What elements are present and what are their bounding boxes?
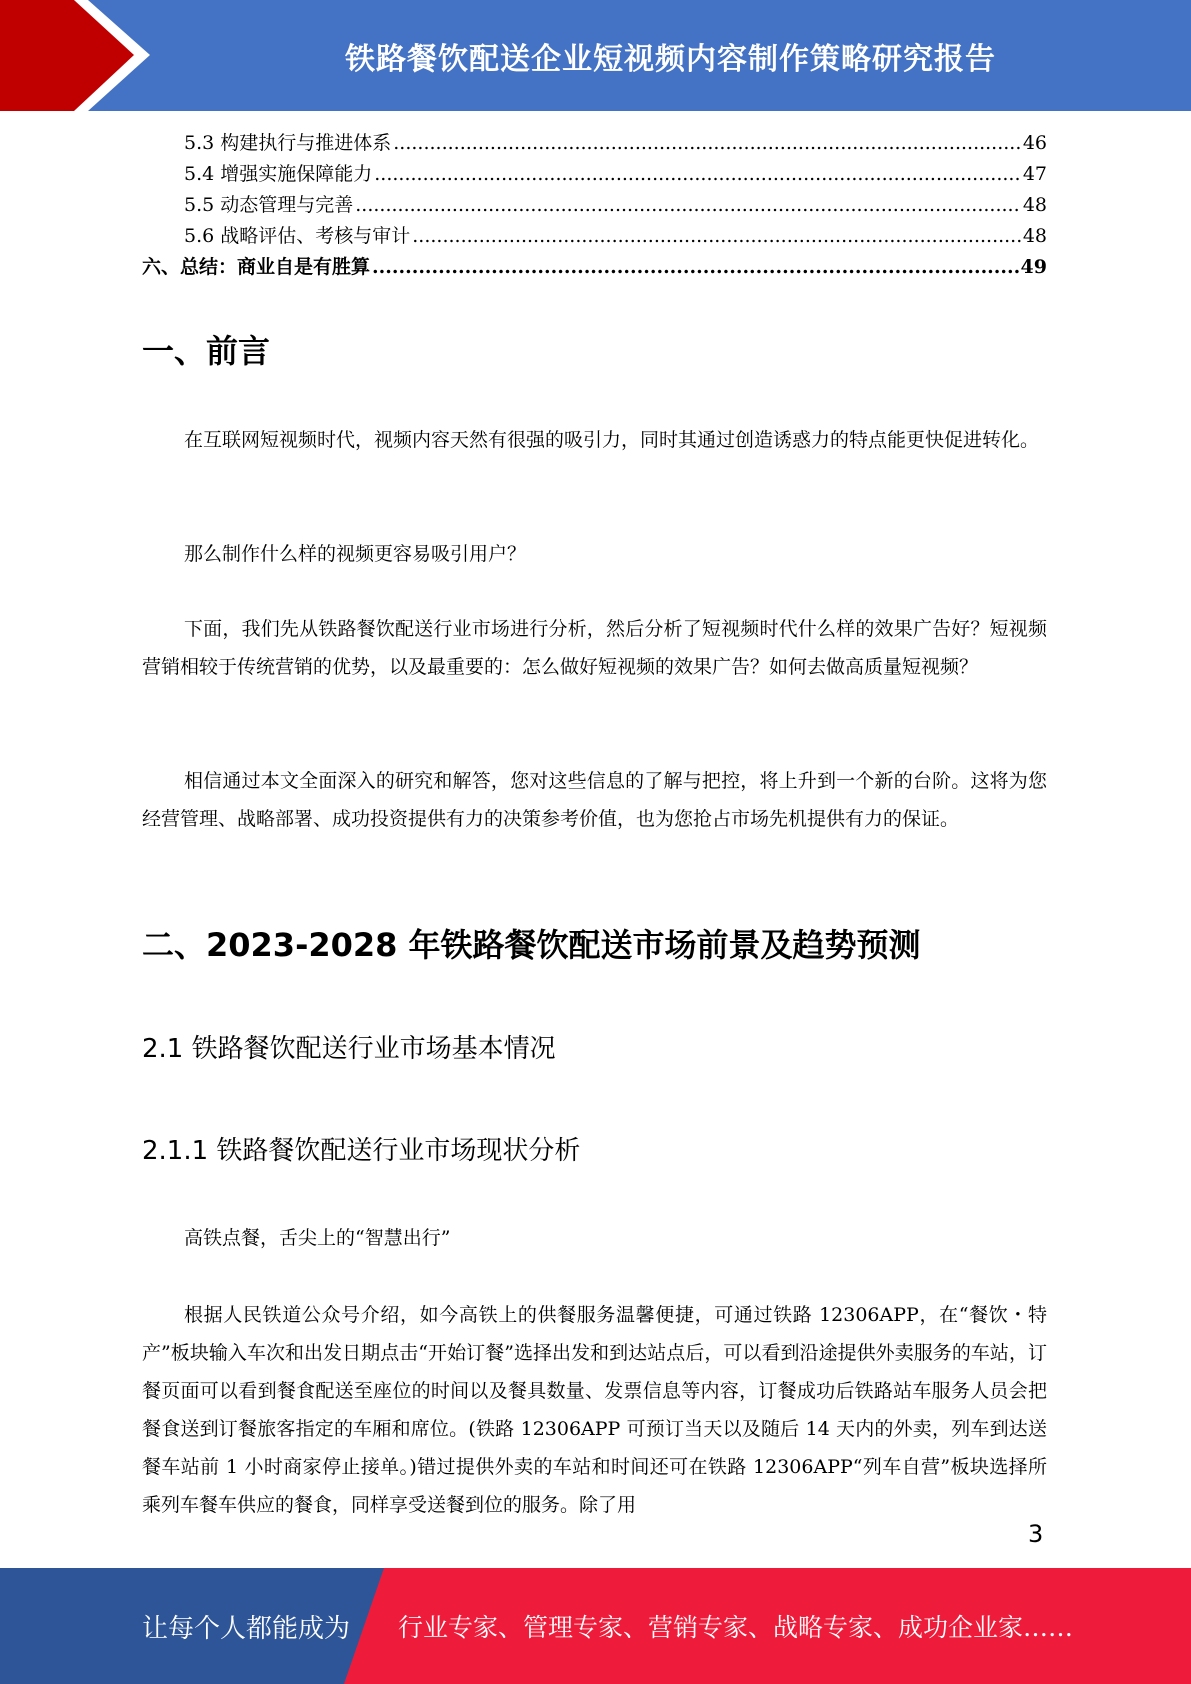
paragraph: 根据人民铁道公众号介绍，如今高铁上的供餐服务温馨便捷，可通过铁路 12306APP，在“餐饮・特产”板块输入车次和出发日期点击“开始订餐”选择出发和到达站点后，可以看到沿途提供外卖服务的车站，订餐页面可以看到餐食配送至座位的时间以及餐具数量、发票信息等内容，订餐成功后铁路站车服务人员会把餐食送到订餐旅客指定的车厢和席位。(铁路 12306APP 可预订当天以及随后 14 天内的外卖，列车到达送餐车站前 1 小时商家停止接单。)错过提供外卖的车站和时间还可在铁路 12306APP“列车自营”板块选择所乘列车餐车供应的餐食，同样享受送餐到位的服务。除了用 bbox=[142, 1304, 1047, 1516]
section-heading-preface: 一、前言 bbox=[142, 332, 271, 370]
toc-entry-page: 47 bbox=[1022, 163, 1047, 185]
toc-entry-label: 5.3 构建执行与推进体系 bbox=[184, 132, 392, 154]
toc-entry-chapter[interactable] bbox=[142, 252, 1047, 283]
section-heading-market-forecast: 二、2023-2028 年铁路餐饮配送市场前景及趋势预测 bbox=[142, 926, 921, 964]
toc-leader bbox=[372, 252, 1019, 283]
paragraph: 相信通过本文全面深入的研究和解答，您对这些信息的了解与把控，将上升到一个新的台阶。这将为您经营管理、战略部署、成功投资提供有力的决策参考价值，也为您抢占市场先机提供有力的保证。 bbox=[142, 770, 1047, 830]
toc-leader bbox=[355, 190, 1021, 221]
subsection-heading: 2.1.1 铁路餐饮配送行业市场现状分析 bbox=[142, 1136, 581, 1166]
toc-entry-page: 48 bbox=[1022, 194, 1047, 216]
table-of-contents bbox=[142, 128, 1047, 283]
header-title: 铁路餐饮配送企业短视频内容制作策略研究报告 bbox=[345, 41, 996, 77]
toc-entry-page: 48 bbox=[1022, 225, 1047, 247]
header-arrow-icon bbox=[0, 0, 150, 111]
footer-slogan-right: 行业专家、管理专家、营销专家、战略专家、成功企业家…… bbox=[398, 1613, 1074, 1642]
toc-entry-page: 46 bbox=[1022, 132, 1047, 154]
subsection-heading: 2.1 铁路餐饮配送行业市场基本情况 bbox=[142, 1034, 556, 1064]
footer-slogan-left: 让每个人都能成为 bbox=[142, 1613, 351, 1644]
page-footer bbox=[0, 1568, 1191, 1684]
page-header bbox=[0, 0, 1191, 111]
paragraph: 下面，我们先从铁路餐饮配送行业市场进行分析，然后分析了短视频时代什么样的效果广告好？短视频营销相较于传统营销的优势，以及最重要的：怎么做好短视频的效果广告？如何去做高质量短视频？ bbox=[142, 618, 1047, 678]
paragraph: 在互联网短视频时代，视频内容天然有很强的吸引力，同时其通过创造诱惑力的特点能更快促进转化。 bbox=[184, 429, 1040, 451]
toc-entry[interactable] bbox=[142, 128, 1047, 159]
toc-entry-label: 六、总结：商业自是有胜算 bbox=[142, 256, 371, 278]
paragraph: 那么制作什么样的视频更容易吸引用户？ bbox=[184, 543, 527, 565]
toc-entry-page: 49 bbox=[1020, 256, 1047, 278]
toc-entry[interactable] bbox=[142, 190, 1047, 221]
toc-leader bbox=[374, 159, 1021, 190]
toc-leader bbox=[412, 221, 1021, 252]
toc-entry-label: 5.4 增强实施保障能力 bbox=[184, 163, 373, 185]
toc-entry[interactable] bbox=[142, 159, 1047, 190]
paragraph: 高铁点餐，舌尖上的“智慧出行” bbox=[184, 1227, 451, 1249]
toc-entry-label: 5.5 动态管理与完善 bbox=[184, 194, 354, 216]
page-number: 3 bbox=[1028, 1520, 1044, 1548]
toc-leader bbox=[393, 128, 1021, 159]
toc-entry-label: 5.6 战略评估、考核与审计 bbox=[184, 225, 411, 247]
toc-entry[interactable] bbox=[142, 221, 1047, 252]
